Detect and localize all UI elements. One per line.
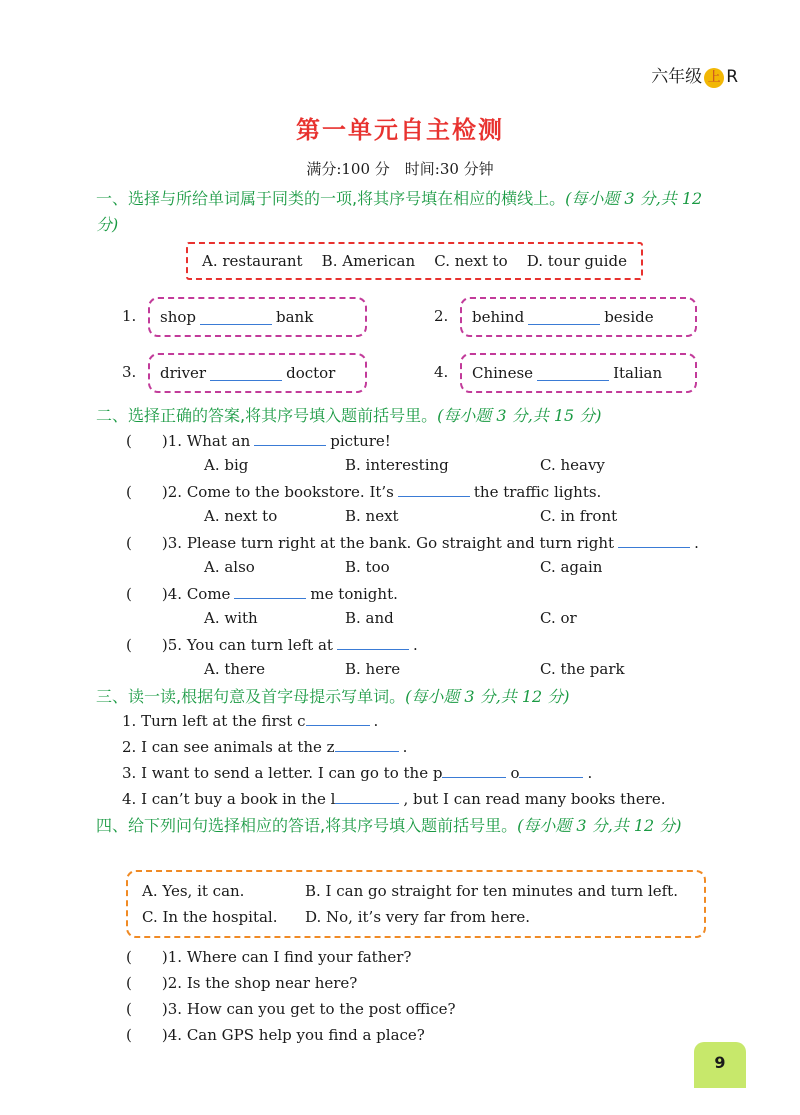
part4-heading-text: 四、给下列问句选择相应的答语,将其序号填入题前括号里。 [96, 816, 518, 835]
question-row [126, 634, 418, 655]
edition-label: R [726, 67, 738, 87]
question-text: Can GPS help you find a place? [186, 1026, 425, 1044]
word-right: doctor [286, 364, 336, 382]
question-text-end: . [412, 636, 418, 654]
word-box [148, 297, 367, 337]
item-number: 2. [434, 307, 449, 325]
question-text: Come to the bookstore. It’s [186, 483, 394, 501]
choice-c: C. or [540, 609, 577, 627]
part3-heading-text: 三、读一读,根据句意及首字母提示写单词。 [96, 687, 406, 706]
option-d: D. tour guide [526, 252, 627, 270]
answer-blank[interactable] [528, 310, 600, 325]
choice-c: C. the park [540, 660, 625, 678]
part1-heading [96, 186, 716, 238]
word-left: behind [472, 308, 525, 326]
choice-b: B. and [345, 609, 394, 627]
answer-c: C. In the hospital. [142, 908, 278, 926]
answer-blank[interactable] [254, 431, 326, 446]
question-text-end: me tonight. [310, 585, 398, 603]
answer-paren[interactable]: ( )1. [126, 432, 183, 450]
answer-blank[interactable] [537, 366, 609, 381]
fill-text-end: , but I can read many books there. [403, 790, 666, 808]
question-text: Is the shop near here? [186, 974, 358, 992]
answer-b: B. I can go straight for ten minutes and turn left. [305, 882, 678, 900]
choice-b: B. here [345, 660, 401, 678]
word-left: driver [160, 364, 207, 382]
question-row [126, 972, 357, 993]
answer-paren[interactable]: ( )5. [126, 636, 183, 654]
question-text-end: . [694, 534, 699, 552]
part3-note: (每小题 3 分,共 12 分) [405, 687, 570, 706]
question-text: How can you get to the post office? [186, 1000, 456, 1018]
question-row [126, 532, 699, 553]
question-text-end: picture! [330, 432, 391, 450]
choice-a: A. with [204, 609, 258, 627]
part4-heading [96, 813, 716, 839]
part2-heading [96, 403, 602, 426]
part1-note: (每小题 3 分,共 12 分) [96, 189, 703, 234]
question-text-end: the traffic lights. [473, 483, 602, 501]
option-a: A. restaurant [202, 252, 303, 270]
choice-a: A. there [204, 660, 265, 678]
grade-prefix: 六年级 [651, 67, 703, 87]
word-right: bank [276, 308, 314, 326]
choice-c: C. heavy [540, 456, 605, 474]
word-box [148, 353, 367, 393]
page-number: 9 [694, 1042, 746, 1088]
fill-text-end: . [373, 712, 379, 730]
answer-d: D. No, it’s very far from here. [305, 908, 531, 926]
answer-paren[interactable]: ( )2. [126, 483, 183, 501]
page-title: 第一单元自主检测 [296, 116, 504, 144]
choice-c: C. again [540, 558, 603, 576]
item-number: 1. [122, 307, 137, 325]
part4-answers-box [126, 870, 706, 938]
answer-blank[interactable] [306, 711, 370, 726]
option-b: B. American [321, 252, 416, 270]
part1-options-box [186, 242, 643, 280]
fill-text: 1. Turn left at the first c [122, 712, 306, 730]
answer-a: A. Yes, it can. [142, 882, 245, 900]
volume-badge: 上 [704, 68, 724, 88]
word-left: Chinese [472, 364, 534, 382]
word-left: shop [160, 308, 196, 326]
word-right: beside [604, 308, 654, 326]
choice-b: B. next [345, 507, 399, 525]
part3-heading [96, 684, 570, 707]
question-row [126, 998, 456, 1019]
fill-text: 2. I can see animals at the z [122, 738, 335, 756]
grade-label [651, 62, 738, 88]
answer-blank[interactable] [618, 533, 690, 548]
answer-paren[interactable]: ( )3. [126, 534, 183, 552]
fill-line [122, 711, 378, 730]
word-box [460, 297, 697, 337]
answer-paren[interactable]: ( )3. [126, 1000, 183, 1018]
answer-paren[interactable]: ( )2. [126, 974, 183, 992]
question-row [126, 1024, 425, 1045]
option-c: C. next to [434, 252, 508, 270]
item-number: 4. [434, 363, 449, 381]
question-text: You can turn left at [186, 636, 333, 654]
choice-a: A. big [204, 456, 249, 474]
choice-b: B. interesting [345, 456, 449, 474]
question-text: What an [186, 432, 251, 450]
choice-a: A. next to [204, 507, 278, 525]
word-right: Italian [613, 364, 663, 382]
fill-text: 4. I can’t buy a book in the l [122, 790, 336, 808]
choice-c: C. in front [540, 507, 618, 525]
question-text: Please turn right at the bank. Go straight and turn right [186, 534, 615, 552]
fill-text: 3. I want to send a letter. I can go to the p [122, 764, 443, 782]
question-row [126, 583, 398, 604]
answers-row [142, 878, 690, 904]
answer-blank[interactable] [234, 584, 306, 599]
answer-blank[interactable] [442, 763, 506, 778]
answer-blank[interactable] [335, 789, 399, 804]
question-row [126, 481, 601, 502]
fill-text-end: . [587, 764, 593, 782]
word-box [460, 353, 697, 393]
choice-a: A. also [204, 558, 255, 576]
part2-heading-text: 二、选择正确的答案,将其序号填入题前括号里。 [96, 406, 438, 425]
answer-paren[interactable]: ( )4. [126, 1026, 183, 1044]
answer-blank[interactable] [335, 737, 399, 752]
item-number: 3. [122, 363, 137, 381]
question-row [126, 946, 411, 967]
choice-b: B. too [345, 558, 390, 576]
answer-blank[interactable] [519, 763, 583, 778]
question-row [126, 430, 391, 451]
answer-paren[interactable]: ( )4. [126, 585, 183, 603]
answers-row [142, 904, 690, 930]
part4-note: (每小题 3 分,共 12 分) [517, 816, 682, 835]
part2-note: (每小题 3 分,共 15 分) [437, 406, 602, 425]
answer-blank[interactable] [337, 635, 409, 650]
fill-line [122, 789, 666, 808]
answer-blank[interactable] [210, 366, 282, 381]
part1-heading-text: 一、选择与所给单词属于同类的一项,将其序号填在相应的横线上。 [96, 189, 566, 208]
fill-line [122, 763, 592, 782]
fill-letter: o [510, 764, 520, 782]
answer-paren[interactable]: ( )1. [126, 948, 183, 966]
fill-line [122, 737, 407, 756]
fill-text-end: . [402, 738, 408, 756]
question-text: Where can I find your father? [186, 948, 412, 966]
score-time-info: 满分:100 分 时间:30 分钟 [306, 160, 494, 178]
answer-blank[interactable] [398, 482, 470, 497]
question-text: Come [186, 585, 231, 603]
answer-blank[interactable] [200, 310, 272, 325]
